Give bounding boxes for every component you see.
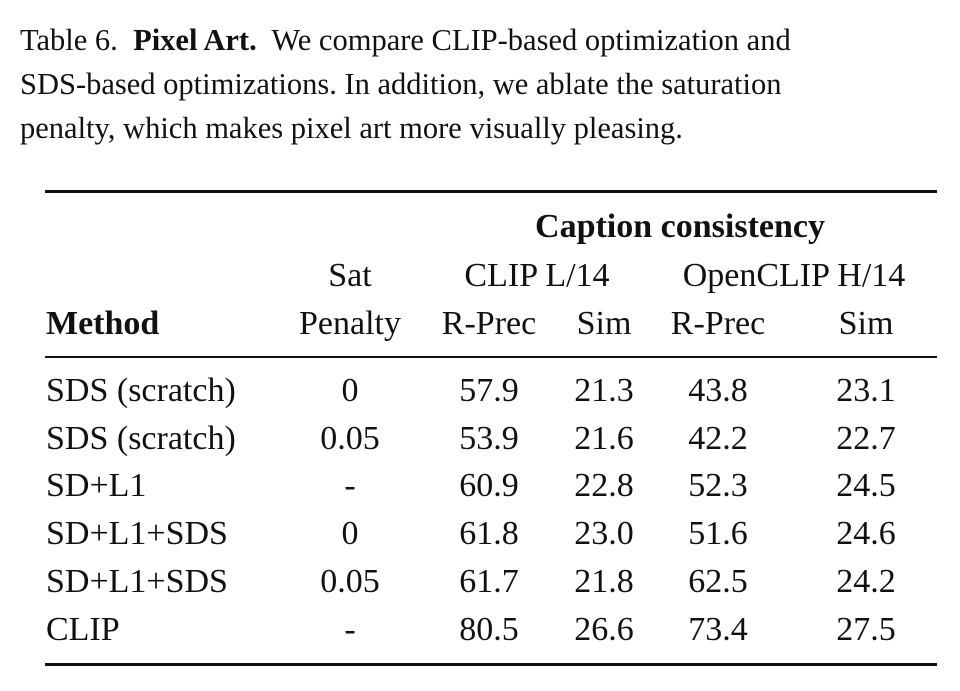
table-row-3-open-sim: 24.5 — [836, 467, 896, 504]
table-row-1-clip-sim: 21.3 — [574, 372, 634, 409]
clip-l14-header: CLIP L/14 — [464, 257, 610, 294]
table-row-6-method: CLIP — [46, 611, 120, 648]
table-row-4-open-sim: 24.6 — [836, 515, 896, 552]
table-row-6-clip-rprec: 80.5 — [459, 611, 519, 648]
caption-line-2: SDS-based optimizations. In addition, we ablate the saturation — [20, 67, 782, 101]
method-header: Method — [46, 305, 160, 342]
openclip-rprec-header: R-Prec — [670, 305, 766, 342]
table-row-5-sat: 0.05 — [320, 563, 380, 600]
table-row-6-open-sim: 27.5 — [836, 611, 896, 648]
table-row-3-clip-rprec: 60.9 — [459, 467, 519, 504]
sat-header-bottom: Penalty — [299, 305, 401, 342]
table-row-6-sat: - — [344, 611, 356, 648]
table-row-1-sat: 0 — [341, 372, 359, 409]
clip-rprec-header: R-Prec — [441, 305, 537, 342]
table-row-1-clip-rprec: 57.9 — [459, 372, 519, 409]
table-row-3-open-rprec: 52.3 — [688, 467, 748, 504]
openclip-sim-header: Sim — [838, 305, 894, 342]
caption-label: Table 6. — [20, 23, 118, 57]
table-row-2-method: SDS (scratch) — [46, 420, 236, 457]
table-row-5-open-sim: 24.2 — [836, 563, 896, 600]
caption-line-3: penalty, which makes pixel art more visually pleasing. — [20, 111, 683, 145]
table-row-1-method: SDS (scratch) — [46, 372, 236, 409]
caption-text-1: We compare CLIP-based optimization and — [271, 23, 791, 57]
sat-header-top: Sat — [328, 257, 372, 294]
table-row-4-clip-rprec: 61.8 — [459, 515, 519, 552]
table-row-2-clip-rprec: 53.9 — [459, 420, 519, 457]
caption-line-1 — [20, 18, 960, 62]
table-row-2-sat: 0.05 — [320, 420, 380, 457]
table-row-6-clip-sim: 26.6 — [574, 611, 634, 648]
table-row-4-open-rprec: 51.6 — [688, 515, 748, 552]
table-header-rule — [45, 356, 937, 358]
table-row-4-sat: 0 — [341, 515, 359, 552]
table-top-rule — [45, 190, 937, 193]
table-row-2-open-sim: 22.7 — [836, 420, 896, 457]
table-row-5-method: SD+L1+SDS — [46, 563, 228, 600]
table-row-3-sat: - — [344, 467, 356, 504]
clip-sim-header: Sim — [576, 305, 632, 342]
table-bottom-rule — [45, 663, 937, 666]
table-row-5-clip-rprec: 61.7 — [459, 563, 519, 600]
table-row-2-open-rprec: 42.2 — [688, 420, 748, 457]
table-row-5-clip-sim: 21.8 — [574, 563, 634, 600]
table-row-5-open-rprec: 62.5 — [688, 563, 748, 600]
table-row-1-open-sim: 23.1 — [836, 372, 896, 409]
openclip-h14-header: OpenCLIP H/14 — [682, 257, 906, 294]
table-caption — [20, 18, 960, 150]
table-row-4-method: SD+L1+SDS — [46, 515, 228, 552]
table-row-3-clip-sim: 22.8 — [574, 467, 634, 504]
table-row-2-clip-sim: 21.6 — [574, 420, 634, 457]
caption-consistency-header: Caption consistency — [535, 208, 825, 245]
table-row-6-open-rprec: 73.4 — [688, 611, 748, 648]
caption-title: Pixel Art. — [133, 23, 257, 57]
table-row-4-clip-sim: 23.0 — [574, 515, 634, 552]
table-row-3-method: SD+L1 — [46, 467, 147, 504]
table-row-1-open-rprec: 43.8 — [688, 372, 748, 409]
